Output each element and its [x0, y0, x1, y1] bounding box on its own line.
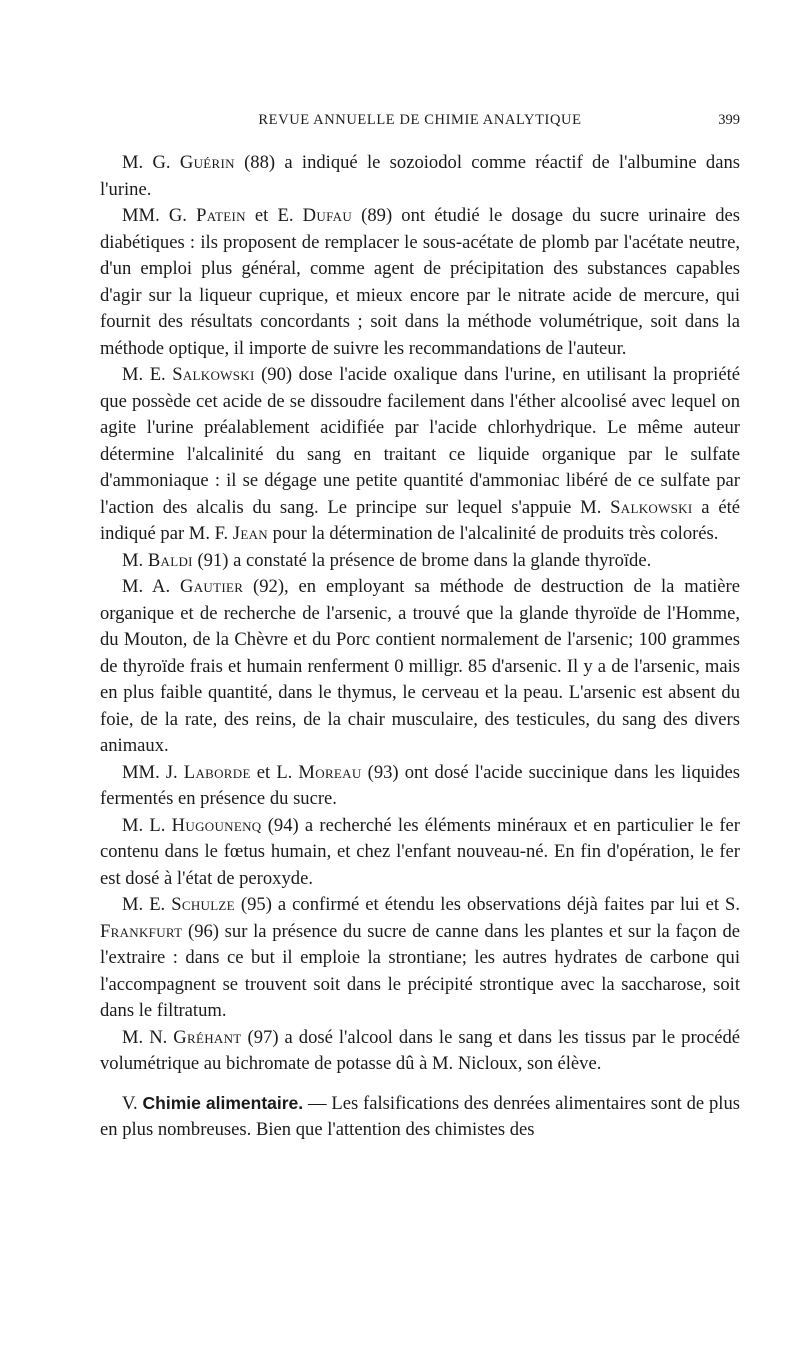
paragraph-text: et E. — [245, 205, 303, 226]
author-name: Dufau — [302, 205, 353, 226]
page-number: 399 — [718, 112, 740, 128]
paragraph-gautier — [100, 574, 740, 760]
paragraph-text: a été indiqué par M. F. — [100, 496, 740, 544]
section-title: Chimie alimentaire. — [142, 1092, 304, 1113]
author-name: Schulze — [171, 894, 235, 915]
paragraph-text: (95) a confirmé et étendu les observations déjà faites par lui et S. — [234, 894, 740, 915]
paragraph-text: et L. — [250, 761, 299, 783]
author-name: Gautier — [179, 576, 244, 597]
author-name: Gréhant — [173, 1026, 242, 1048]
running-title: REVUE ANNUELLE DE CHIMIE ANALYTIQUE — [258, 112, 582, 128]
author-name: Patein — [196, 205, 246, 226]
paragraph-gueri — [100, 150, 740, 203]
paragraph-prefix: M. A. — [122, 576, 180, 597]
paragraph-text: (88) a indiqué le sozoiodol comme réactif de l'albumine dans l'urine. — [100, 152, 740, 200]
author-name: Jean — [232, 523, 268, 544]
paragraph-text: (92), en employant sa méthode de destruction de la matière organique et de recherche de l'arsenic, a trouvé que la glande thyroïde de l'Homme, du Mouton, de la Chèvre et du Porc contient normalement de l'arsenic; 100 grammes de thyroïde frais et humain renferment 0 milligr. 85 d'arsenic. Il y a de l'arsenic, mais en plus faible quantité, dans le thymus, le cerveau et la peau. L'arsenic est absent du foie, de la rate, des reins, de la chair musculaire, des testicules, du sang des divers animaux. — [100, 576, 740, 756]
paragraph-text: (97) a dosé l'alcool dans le sang et dans les tissus par le procédé volumétrique au bichromate de potasse dû à M. Nicloux, son élève. — [100, 1026, 740, 1074]
paragraph-text: (94) a recherché les éléments minéraux et en particulier le fer contenu dans le fœtus humain, et chez l'enfant nouveau-né. En fin d'opération, le fer est dosé à l'état de peroxyde. — [100, 814, 740, 889]
paragraph-prefix: M. L. — [122, 814, 172, 836]
section-text: — Les falsifications des denrées alimentaires sont de plus en plus nombreuses. Bien que l'attention des chimistes des — [100, 1092, 740, 1140]
section-chimie-alimentaire — [100, 1090, 740, 1144]
paragraph-text: (96) sur la présence du sucre de canne dans les plantes et sur la façon de l'extraire : dans ce but il emploie la strontiane; les autres hydrates de carbone qui l'accompagnent se trouvent soit dans le précipité strontique avec la saccharose, soit dans le filtratum. — [100, 920, 740, 1021]
author-name: Salkowski — [610, 496, 693, 518]
author-name: Salkowski — [172, 364, 255, 385]
paragraph-prefix: M. E. — [122, 364, 173, 385]
paragraph-salkowski — [100, 362, 740, 548]
paragraph-baldi — [100, 548, 740, 575]
paragraph-text: (89) ont étudié le dosage du sucre urinaire des diabétiques : ils proposent de remplacer le sous-acétate de plomb par l'acétate neutre, d'un emploi plus général, comme agent de précipitation des substances capables d'agir sur la liqueur cuprique, et mieux encore par le nitrate acide de mercure, qui fournit des résultats concordants ; soit dans la méthode volumétrique, soit dans la méthode optique, il importe de suivre les recommandations de l'auteur. — [100, 205, 740, 359]
paragraph-text: pour la détermination de l'alcalinité de produits très colorés. — [267, 523, 719, 544]
author-name: Laborde — [183, 761, 251, 783]
author-name: Hugounenq — [171, 814, 262, 836]
author-name: Frankfurt — [100, 920, 183, 942]
paragraph-prefix: MM. G. — [122, 205, 197, 226]
paragraph-text: (90) dose l'acide oxalique dans l'urine, en utilisant la propriété que possède cet acide de se dissoudre facilement dans l'éther alcoolisé avec lequel on agite l'urine préalablement acidifiée par l'acide chlorhydrique. Le même auteur détermine l'alcalinité du sang en traitant ce liquide organique par le sulfate d'ammoniaque : il se dégage une petite quantité d'ammoniac libéré de ce sulfate par l'action des alcalis du sang. Le principe sur lequel s'appuie M. — [100, 364, 740, 518]
paragraph-text: (93) ont dosé l'acide succinique dans les liquides fermentés en présence du sucre. — [100, 761, 740, 809]
paragraph-patein-dufau — [100, 203, 740, 362]
running-head — [100, 112, 740, 136]
author-name: Guérin — [179, 152, 235, 173]
paragraph-hugounenq — [100, 813, 740, 893]
author-name: Baldi — [147, 549, 193, 571]
paragraph-grehant — [100, 1025, 740, 1078]
paragraph-prefix: M. — [122, 549, 148, 571]
paragraph-prefix: M. E. — [122, 894, 172, 915]
author-name: Moreau — [298, 761, 362, 783]
paragraph-prefix: MM. J. — [122, 761, 184, 783]
paragraph-text: (91) a constaté la présence de brome dans la glande thyroïde. — [192, 549, 652, 571]
paragraph-laborde-moreau — [100, 760, 740, 813]
paragraph-prefix: M. G. — [122, 152, 180, 173]
paragraph-prefix: M. N. — [122, 1026, 174, 1048]
paragraph-schulze — [100, 892, 740, 1025]
section-number: V. — [122, 1092, 143, 1114]
body-text — [100, 150, 740, 1144]
